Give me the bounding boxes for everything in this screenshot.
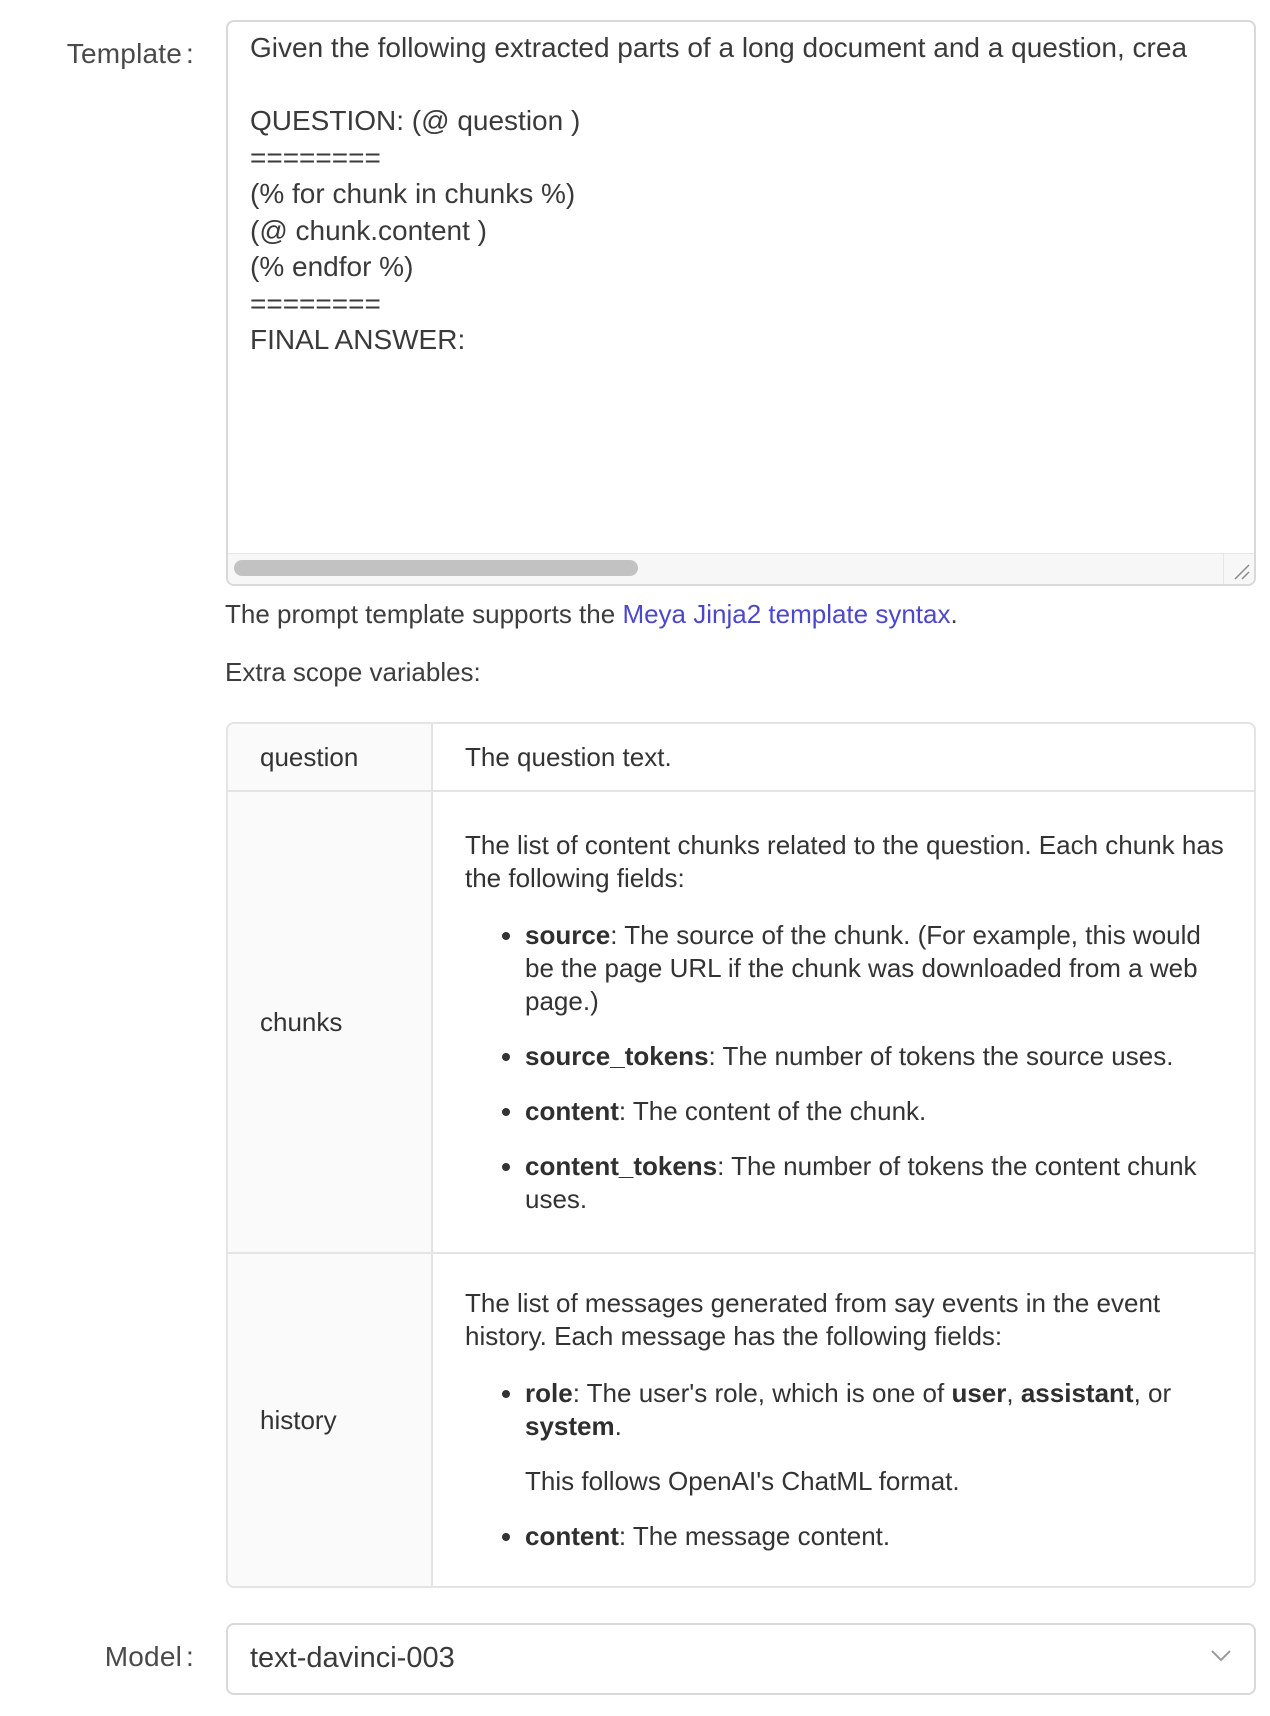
model-label: Model : — [104, 1641, 194, 1672]
scope-variables-heading: Extra scope variables: — [225, 657, 481, 687]
chatml-note: This follows OpenAI's ChatML format. — [525, 1466, 960, 1496]
horizontal-scrollbar[interactable] — [228, 553, 1254, 584]
scope-variables-table — [226, 722, 1256, 1588]
list-item: • content: The content of the chunk. — [525, 1095, 1224, 1128]
table-row — [228, 1252, 1254, 1586]
model-select[interactable] — [226, 1623, 1256, 1695]
resize-handle-icon[interactable] — [1223, 554, 1254, 584]
field-list — [465, 1377, 1224, 1553]
template-textarea[interactable] — [226, 20, 1256, 586]
field-list — [465, 919, 1224, 1216]
variable-description: The list of content chunks related to the question. Each chunk has the following fields: • source: The source of the chunk. (For example, this would be the page URL if the chunk was downloaded from a web page.) • source_tokens: The number of tokens the source uses. • content: The content of the chunk. • content_tokens: The number of tokens the content chunk uses. — [433, 790, 1254, 1252]
list-item: • content: The message content. — [525, 1520, 1224, 1553]
template-text[interactable]: Given the following extracted parts of a long document and a question, crea QUESTION: (@ question ) ======== (% for chunk in chunks %) (@ chunk.content ) (% endfor %) ======== FINAL ANSWER: — [250, 32, 1188, 355]
list-item: • role: The user's role, which is one of user, assistant, or system. This follows OpenAI's ChatML format. — [525, 1377, 1224, 1498]
variable-name: history — [228, 1252, 433, 1586]
model-selected-value: text-davinci-003 — [250, 1642, 455, 1674]
chevron-down-icon[interactable] — [1210, 1649, 1232, 1668]
jinja2-syntax-link[interactable]: Meya Jinja2 template syntax — [622, 599, 951, 629]
list-item: • source_tokens: The number of tokens the source uses. — [525, 1040, 1224, 1073]
list-item: • source: The source of the chunk. (For example, this would be the page URL if the chunk was downloaded from a web page.) — [525, 919, 1224, 1018]
variable-name: chunks — [228, 790, 433, 1252]
table-row — [228, 790, 1254, 1252]
scrollbar-thumb[interactable] — [234, 560, 638, 576]
table-row — [228, 724, 1254, 790]
variable-description: The question text. — [465, 741, 672, 772]
template-label: Template : — [66, 38, 194, 69]
variable-name: question — [228, 724, 433, 790]
template-help-text: The prompt template supports the Meya Jinja2 template syntax. — [225, 599, 958, 629]
list-item: • content_tokens: The number of tokens the content chunk uses. — [525, 1150, 1224, 1216]
variable-description: The list of messages generated from say events in the event history. Each message has the following fields: • role: The user's role, which is one of user, assistant, or system. This follows OpenAI's ChatML format. • content: The message content. — [433, 1252, 1254, 1586]
